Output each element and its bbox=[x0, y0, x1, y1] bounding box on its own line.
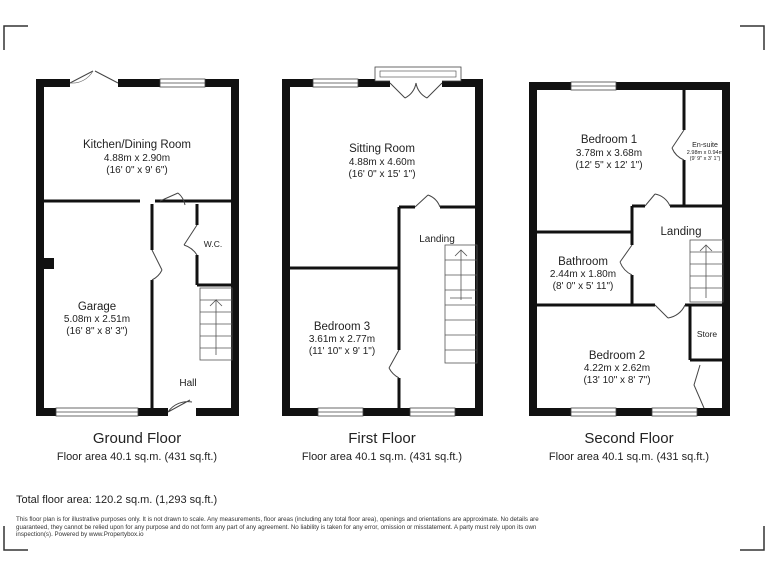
ensuite-dim-ft: (9' 9" x 3' 1") bbox=[689, 156, 721, 162]
wc-name: W.C. bbox=[203, 239, 223, 249]
sitting-room-dim-m: 4.88m x 4.60m bbox=[348, 157, 416, 168]
disclaimer-text: This floor plan is for illustrative purposes only. It is not drawn to scale. Any measurements, floor areas (including any total floor area), openings and orientations are approximate. No details are guaranteed, they cannot be relied upon for any purpose and do not form any part of any agreement. No liability is taken for any error, omission or misstatement. A party must rely upon its own inspection(s). Powered by www.Propertybox.io bbox=[16, 516, 539, 539]
kitchen-dim-ft: (16' 0" x 9' 6") bbox=[106, 165, 168, 176]
first-landing-name: Landing bbox=[419, 234, 455, 245]
ensuite-name: En-suite bbox=[692, 142, 718, 149]
bedroom-2-dim-m: 4.22m x 2.62m bbox=[583, 363, 651, 374]
first-floor-plan bbox=[286, 67, 479, 463]
total-floor-area: Total floor area: 120.2 sq.m. (1,293 sq.ft.) bbox=[16, 494, 218, 506]
second-floor-plan bbox=[533, 82, 726, 463]
bedroom-2-dim-ft: (13' 10" x 8' 7") bbox=[583, 375, 651, 386]
bedroom-1-name: Bedroom 1 bbox=[580, 134, 638, 146]
garage-dim-ft: (16' 8" x 8' 3") bbox=[66, 326, 128, 337]
hall-name: Hall bbox=[179, 378, 197, 389]
second-landing-name: Landing bbox=[660, 226, 702, 238]
ground-floor-plan bbox=[40, 71, 235, 463]
ensuite-dim-m: 2.98m x 0.94m bbox=[686, 150, 724, 156]
first-floor-area: Floor area 40.1 sq.m. (431 sq.ft.) bbox=[301, 451, 463, 463]
bedroom-3-name: Bedroom 3 bbox=[313, 321, 371, 333]
kitchen-dim-m: 4.88m x 2.90m bbox=[103, 153, 171, 164]
bedroom-1-dim-ft: (12' 5" x 12' 1") bbox=[575, 160, 643, 171]
garage-name: Garage bbox=[77, 301, 117, 313]
store-name: Store bbox=[696, 329, 718, 339]
bedroom-3-dim-ft: (11' 10" x 9' 1") bbox=[308, 346, 376, 357]
bathroom-dim-m: 2.44m x 1.80m bbox=[549, 269, 617, 280]
bathroom-dim-ft: (8' 0" x 5' 11") bbox=[552, 281, 614, 292]
bedroom-3-dim-m: 3.61m x 2.77m bbox=[308, 334, 376, 345]
ground-floor-title: Ground Floor bbox=[92, 430, 182, 447]
kitchen-name: Kitchen/Dining Room bbox=[82, 139, 192, 151]
ground-floor-area: Floor area 40.1 sq.m. (431 sq.ft.) bbox=[56, 451, 218, 463]
garage-dim-m: 5.08m x 2.51m bbox=[63, 314, 131, 325]
sitting-room-name: Sitting Room bbox=[349, 143, 415, 155]
first-floor-title: First Floor bbox=[348, 430, 416, 447]
bedroom-1-dim-m: 3.78m x 3.68m bbox=[575, 148, 643, 159]
second-floor-title: Second Floor bbox=[584, 430, 674, 447]
bedroom-2-name: Bedroom 2 bbox=[588, 350, 646, 362]
crop-marks bbox=[4, 26, 764, 550]
sitting-room-dim-ft: (16' 0" x 15' 1") bbox=[348, 169, 416, 180]
bathroom-name: Bathroom bbox=[558, 256, 608, 268]
second-floor-area: Floor area 40.1 sq.m. (431 sq.ft.) bbox=[548, 451, 710, 463]
